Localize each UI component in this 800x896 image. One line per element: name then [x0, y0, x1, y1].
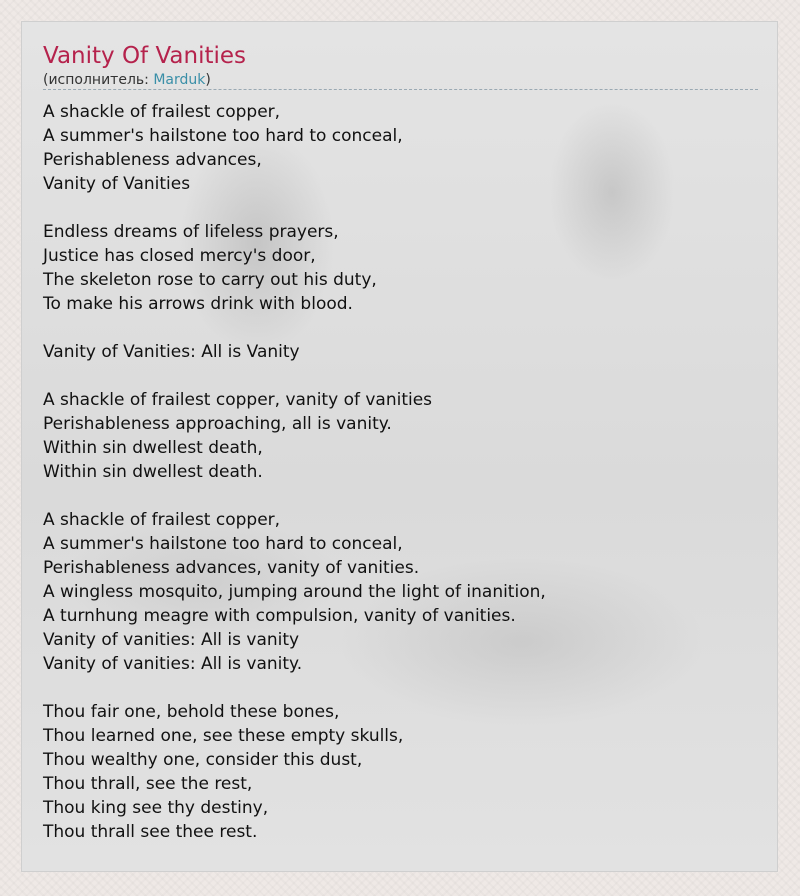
performer-prefix: (исполнитель: [43, 72, 154, 88]
lyric-line: Endless dreams of lifeless prayers, [43, 222, 339, 242]
lyric-line: Perishableness approaching, all is vanity. [43, 414, 392, 434]
lyric-line: Thou king see thy destiny, [43, 798, 269, 818]
lyric-line: A turnhung meagre with compulsion, vanity of vanities. [43, 606, 516, 626]
lyrics-card [21, 21, 778, 872]
lyric-line: A summer's hailstone too hard to conceal, [43, 534, 403, 554]
lyric-line: Thou thrall see thee rest. [43, 822, 258, 842]
lyric-line: Thou fair one, behold these bones, [43, 702, 340, 722]
lyrics-stanza [43, 100, 763, 196]
performer-line [43, 71, 211, 89]
lyric-line: Vanity of vanities: All is vanity [43, 630, 300, 650]
lyric-line: The skeleton rose to carry out his duty, [43, 270, 377, 290]
lyric-line: Perishableness advances, vanity of vanities. [43, 558, 420, 578]
lyric-line: Within sin dwellest death. [43, 462, 263, 482]
lyric-line: A shackle of frailest copper, vanity of vanities [43, 390, 433, 410]
lyric-line: Thou learned one, see these empty skulls, [43, 726, 404, 746]
lyric-line: Within sin dwellest death, [43, 438, 263, 458]
lyrics-stanza [43, 388, 763, 484]
lyric-line: A wingless mosquito, jumping around the light of inanition, [43, 582, 546, 602]
lyrics-stanza [43, 508, 763, 676]
lyric-line: Thou wealthy one, consider this dust, [43, 750, 363, 770]
song-title: Vanity Of Vanities [43, 43, 247, 69]
lyrics-stanza [43, 340, 763, 364]
lyric-line: Thou thrall, see the rest, [43, 774, 253, 794]
lyric-line: Vanity of Vanities [43, 174, 191, 194]
lyrics-stanza [43, 700, 763, 844]
lyric-line: Perishableness advances, [43, 150, 262, 170]
lyric-line: A shackle of frailest copper, [43, 510, 281, 530]
lyric-line: A summer's hailstone too hard to conceal, [43, 126, 403, 146]
lyric-line: To make his arrows drink with blood. [43, 294, 353, 314]
artist-link[interactable]: Marduk [153, 72, 206, 88]
lyrics-body [43, 100, 763, 868]
title-divider [43, 89, 758, 90]
lyric-line: Vanity of Vanities: All is Vanity [43, 342, 300, 362]
performer-suffix: ) [205, 72, 211, 88]
lyric-line: A shackle of frailest copper, [43, 102, 281, 122]
lyrics-stanza [43, 220, 763, 316]
lyric-line: Justice has closed mercy's door, [43, 246, 316, 266]
lyric-line: Vanity of vanities: All is vanity. [43, 654, 303, 674]
